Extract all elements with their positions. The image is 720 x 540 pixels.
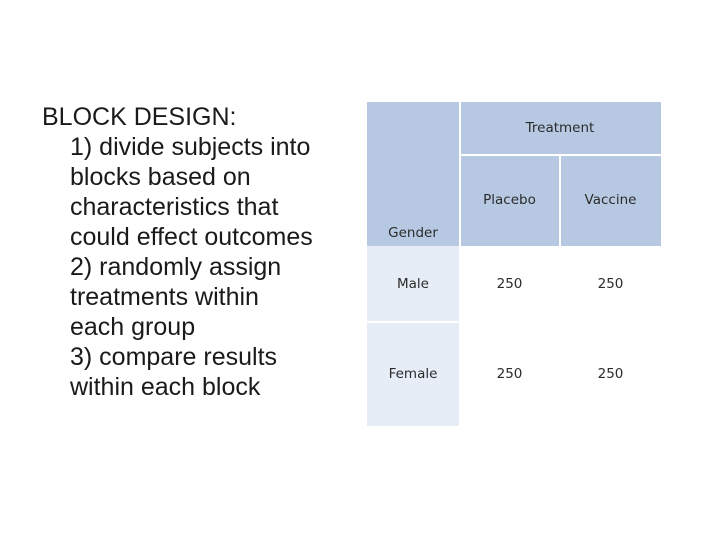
placebo-header-label: Placebo <box>483 192 536 208</box>
divider-rows-horizontal <box>367 321 459 323</box>
treatment-header <box>459 102 661 154</box>
cell-female-placebo <box>459 322 560 426</box>
step-3-line-1: 3) compare results <box>70 343 278 371</box>
step-2-line-2: treatments within <box>70 283 259 311</box>
vaccine-header <box>560 154 661 246</box>
cell-male-vaccine-value: 250 <box>597 276 624 292</box>
cell-female-placebo-value: 250 <box>496 366 523 382</box>
block-design-heading: BLOCK DESIGN: <box>42 103 237 131</box>
divider-corner-vertical <box>459 102 461 246</box>
step-2-line-3: each group <box>70 313 196 341</box>
gender-header <box>367 220 459 246</box>
treatment-table <box>367 102 661 426</box>
step-1-line-4: could effect outcomes <box>70 223 313 251</box>
cell-female-vaccine-value: 250 <box>597 366 624 382</box>
block-design-description <box>42 102 362 402</box>
step-1-line-1: 1) divide subjects into <box>70 133 311 161</box>
step-1-line-2: blocks based on <box>70 163 251 191</box>
cell-male-placebo-value: 250 <box>496 276 523 292</box>
row-label-female-text: Female <box>388 366 438 382</box>
cell-female-vaccine <box>560 322 661 426</box>
row-label-male-text: Male <box>397 276 429 292</box>
treatment-header-label: Treatment <box>525 120 595 136</box>
cell-male-vaccine <box>560 246 661 322</box>
vaccine-header-label: Vaccine <box>584 192 637 208</box>
row-label-male <box>367 246 459 322</box>
gender-header-label: Gender <box>388 225 438 241</box>
step-1-line-3: characteristics that <box>70 193 279 221</box>
step-2 <box>42 252 362 342</box>
cell-male-placebo <box>459 246 560 322</box>
step-2-line-1: 2) randomly assign <box>70 253 282 281</box>
step-1 <box>42 132 362 252</box>
row-label-female <box>367 322 459 426</box>
divider-column-vertical <box>559 154 561 246</box>
placebo-header <box>459 154 560 246</box>
step-3-line-2: within each block <box>70 373 261 401</box>
step-3 <box>42 342 362 402</box>
